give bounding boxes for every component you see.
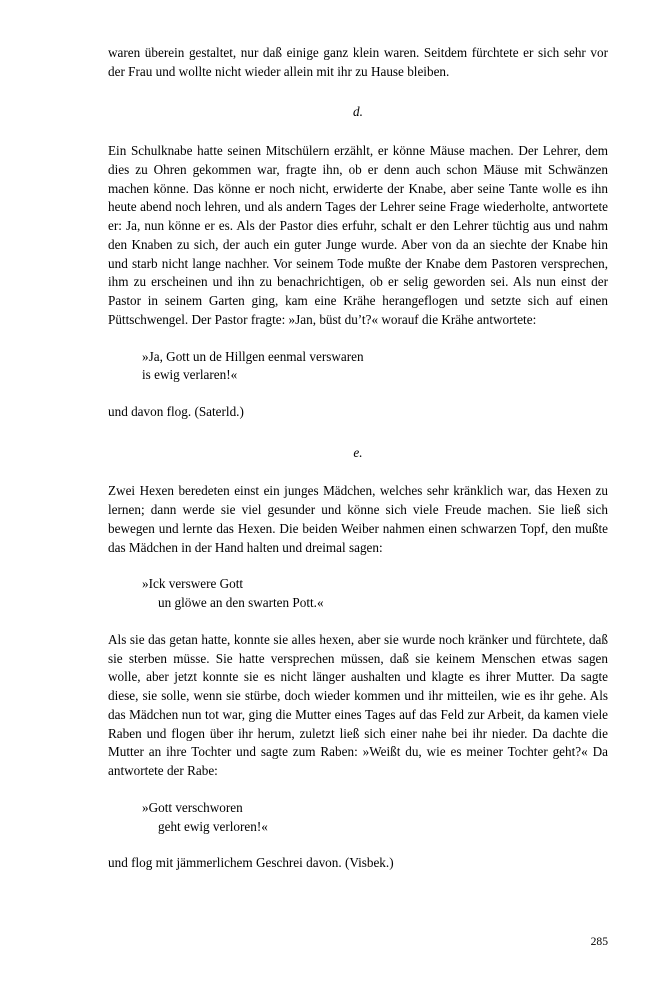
verse-line: »Ick verswere Gott [142, 576, 244, 592]
spacer [108, 385, 608, 403]
paragraph-section-e-first: Zwei Hexen beredeten einst ein junges Mädchen, welches sehr kränklich war, das Hexen zu lernen; dann werde sie viel gesunder und könne sich viele Freude machen. Sie ließ sich bewegen und lernte das Hexen. Die beiden Weiber nahmen einen schwarzen Topf, den mußte das Mädchen in der Hand halten und dreimal sagen: [108, 483, 608, 555]
verse-line: »Gott verschworen [142, 799, 243, 815]
page-content [108, 44, 608, 873]
spacer [108, 836, 608, 854]
paragraph-section-e-second: Als sie das getan hatte, konnte sie alles hexen, aber sie wurde noch kränker und fürchtete, daß sie sterben müsse. Sie hatte versprechen müssen, daß sie keinem Menschen etwas sagen wolle, aber jetzt konnte sie es nicht länger aushalten und klagte es ihrer Mutter. Da sagte diese, sie solle, wenn sie stürbe, doch wieder kommen und ihr mitteilen, wie es ihr gehe. Als das Mädchen nun tot war, ging die Mutter eines Tages auf das Feld zur Arbeit, da kamen viele Raben und flogen über ihr herum, zuletzt ließ sich einer nahe bei ihr nieder. Da dachte die Mutter an ihre Tochter und sagte zum Raben: »Weißt du, wie es meiner Tochter geht?« Da antwortete der Rabe: [108, 631, 608, 779]
verse-section-d [108, 348, 608, 385]
verse-line: geht ewig verloren!« [158, 818, 268, 834]
paragraph-section-e-close: und flog mit jämmerlichem Geschrei davon. (Visbek.) [108, 855, 394, 871]
paragraph-opening: waren überein gestaltet, nur daß einige ganz klein waren. Seitdem fürchtete er sich sehr vor der Frau und wollte nicht wieder allein mit ihr zu Hause bleiben. [108, 45, 608, 79]
verse-line: is ewig verlaren!« [142, 367, 238, 383]
section-label-d: d. [353, 104, 363, 120]
verse-section-e-first [108, 575, 608, 612]
verse-line: »Ja, Gott un de Hillgen eenmal verswaren [142, 348, 364, 364]
spacer [108, 557, 608, 575]
verse-section-e-second [108, 799, 608, 836]
verse-line: un glöwe an den swarten Pott.« [158, 595, 324, 611]
paragraph-section-d-close: und davon flog. (Saterld.) [108, 404, 244, 420]
spacer [108, 781, 608, 799]
spacer [108, 330, 608, 348]
page-number: 285 [590, 935, 608, 949]
spacer [108, 613, 608, 631]
section-label-e: e. [353, 444, 363, 460]
paragraph-section-d: Ein Schulknabe hatte seinen Mitschülern erzählt, er könne Mäuse machen. Der Lehrer, dem dies zu Ohren gekommen war, fragte ihn, ob er denn auch schon Mäuse mit Schwänzen machen könne. Das könne er noch nicht, erwiderte der Knabe, aber seine Tante wolle es ihn heute abend noch lehren, und als andern Tages der Lehrer seine Frage wiederholte, antwortete er: Ja, nun könne er es. Als der Pastor dies erfuhr, schalt er den Lehrer tüchtig aus und nahm den Knaben zu sich, der auch ein guter Junge wurde. Aber von da an siechte der Knabe hin und starb nicht lange nachher. Vor seinem Tode mußte der Knabe dem Pastoren versprechen, ihm zu erscheinen und ihn zu benachrichtigen, ob er selig geworden sei. Als nun einst der Pastor in seinem Garten ging, kam eine Krähe herangeflogen und setzte sich auf einen Püttschwengel. Der Pastor fragte: »Jan, büst du’t?« worauf die Krähe antwortete: [108, 143, 608, 327]
